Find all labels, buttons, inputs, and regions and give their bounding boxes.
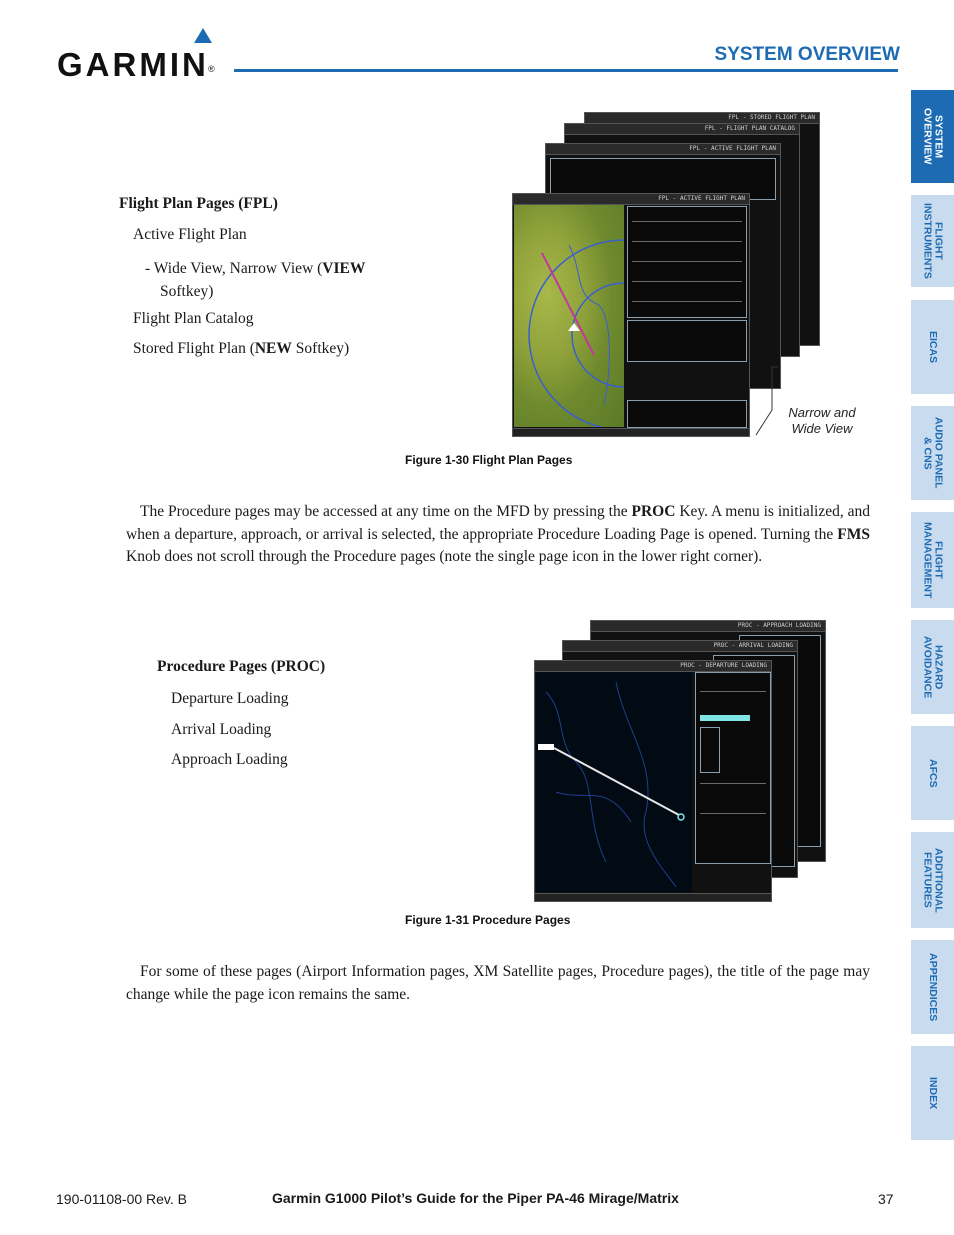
screen-title: PROC - ARRIVAL LOADING — [713, 642, 793, 649]
proc-key: PROC — [631, 503, 676, 520]
screen-title: FPL - FLIGHT PLAN CATALOG — [704, 125, 795, 132]
guide-title: Garmin G1000 Pilot’s Guide for the Piper PA-46 Mirage/Matrix — [272, 1190, 679, 1206]
tab-label: AUDIO PANEL & CNS — [921, 417, 945, 489]
proc-heading: Procedure Pages (PROC) — [157, 658, 326, 675]
tab-afcs[interactable] — [911, 726, 954, 820]
panel-row — [632, 221, 742, 222]
leader-line — [756, 367, 778, 435]
active-flight-plan-panel — [627, 206, 747, 318]
selected-departure-highlight — [700, 715, 750, 721]
river — [556, 792, 631, 822]
narrow-wide-callout: Narrow and Wide View — [788, 405, 856, 436]
softkey-bar — [513, 428, 749, 436]
tab-label: APPENDICES — [927, 952, 939, 1022]
tab-audio-panel-cns[interactable] — [911, 406, 954, 500]
softkey-bar — [535, 893, 771, 901]
tab-label: EICAS — [927, 330, 939, 364]
tab-index[interactable] — [911, 1046, 954, 1140]
sub-prefix: - Wide View, Narrow View ( — [145, 260, 323, 277]
range-ring-outer — [529, 240, 624, 427]
tab-flight-instruments[interactable] — [911, 195, 954, 287]
airport-icon — [678, 814, 684, 820]
page-number: 37 — [878, 1191, 894, 1207]
para-text: The Procedure pages may be accessed at any time on the MFD by pressing the — [140, 503, 632, 520]
message-panel — [627, 400, 747, 428]
panel-row — [632, 301, 742, 302]
garmin-logo: GARMIN — [57, 46, 209, 83]
fms-key: FMS — [837, 525, 870, 543]
waypoint-label — [538, 744, 554, 750]
screen-title: PROC - APPROACH LOADING — [737, 622, 821, 629]
departure-list — [700, 727, 720, 773]
proc-item-departure: Departure Loading — [171, 690, 289, 707]
map-overlay — [514, 205, 624, 427]
registered-mark: ® — [208, 64, 215, 74]
panel-row — [632, 281, 742, 282]
figure-1-30-caption: Figure 1-30 Flight Plan Pages — [405, 453, 573, 467]
sub-suffix: Softkey) — [160, 283, 214, 300]
map-overlay — [536, 672, 692, 892]
para-text: Key. A menu is initialized, and when a departure, approach, or arrival is selected, the appropriate Procedure Loading Page is opened. Turning the — [126, 503, 871, 543]
vnav-panel — [627, 320, 747, 362]
view-key: VIEW — [322, 260, 366, 277]
header-rule — [234, 69, 898, 72]
tab-label: ADDITIONAL FEATURES — [921, 847, 945, 913]
section-title: SYSTEM OVERVIEW — [714, 44, 900, 65]
panel-row — [700, 691, 766, 692]
screen-title: FPL - ACTIVE FLIGHT PLAN — [658, 195, 745, 202]
item-prefix: Stored Flight Plan ( — [133, 340, 255, 357]
figure-1-31-caption: Figure 1-31 Procedure Pages — [405, 913, 571, 927]
river — [616, 682, 676, 887]
screen-title: FPL - ACTIVE FLIGHT PLAN — [689, 145, 776, 152]
tab-additional-features[interactable] — [911, 832, 954, 928]
departure-loading-panel — [695, 672, 771, 864]
tab-label: SYSTEM OVERVIEW — [921, 108, 945, 165]
para-text: Knob does not scroll through the Procedure pages (note the single page icon in the lower right corner). — [126, 548, 763, 565]
doc-number: 190-01108-00 Rev. B — [56, 1191, 188, 1207]
panel-row — [700, 813, 766, 814]
proc-item-arrival: Arrival Loading — [171, 721, 272, 738]
tab-appendices[interactable] — [911, 940, 954, 1034]
screen-departure-loading — [534, 660, 772, 902]
fpl-item-catalog: Flight Plan Catalog — [133, 310, 254, 327]
range-ring-inner — [572, 283, 624, 387]
new-key: NEW — [254, 340, 292, 357]
panel-row — [632, 241, 742, 242]
fpl-sub-item-view — [145, 257, 395, 303]
tab-label: FLIGHT MANAGEMENT — [921, 521, 945, 599]
panel-row — [632, 261, 742, 262]
procedure-paragraph — [126, 501, 870, 569]
tab-label: FLIGHT INSTRUMENTS — [921, 203, 945, 279]
item-suffix: Softkey) — [291, 340, 350, 357]
tab-label: AFCS — [927, 758, 939, 788]
course-line — [542, 253, 594, 355]
fpl-item-stored — [133, 340, 349, 358]
page-title-paragraph: For some of these pages (Airport Information pages, XM Satellite pages, Procedure pages), the title of the page may change while the page icon remains the same. — [126, 963, 870, 1003]
garmin-logo-triangle-icon — [194, 28, 212, 43]
screen-title: FPL - STORED FLIGHT PLAN — [728, 114, 815, 121]
tab-eicas[interactable] — [911, 300, 954, 394]
proc-item-approach: Approach Loading — [171, 751, 288, 768]
procedure-map — [536, 672, 692, 892]
tab-label: INDEX — [927, 1076, 939, 1110]
tab-hazard-avoidance[interactable] — [911, 620, 954, 714]
tab-flight-management[interactable] — [911, 512, 954, 608]
screen-title: PROC - DEPARTURE LOADING — [680, 662, 767, 669]
tab-system-overview[interactable] — [911, 90, 954, 183]
river — [546, 692, 606, 862]
screen-active-flight-plan-narrow — [512, 193, 750, 437]
topo-map — [514, 205, 624, 427]
tab-label: HAZARD AVOIDANCE — [921, 635, 945, 699]
fpl-heading: Flight Plan Pages (FPL) — [119, 195, 278, 212]
fpl-item-active-flight-plan: Active Flight Plan — [133, 226, 247, 243]
panel-row — [700, 783, 766, 784]
